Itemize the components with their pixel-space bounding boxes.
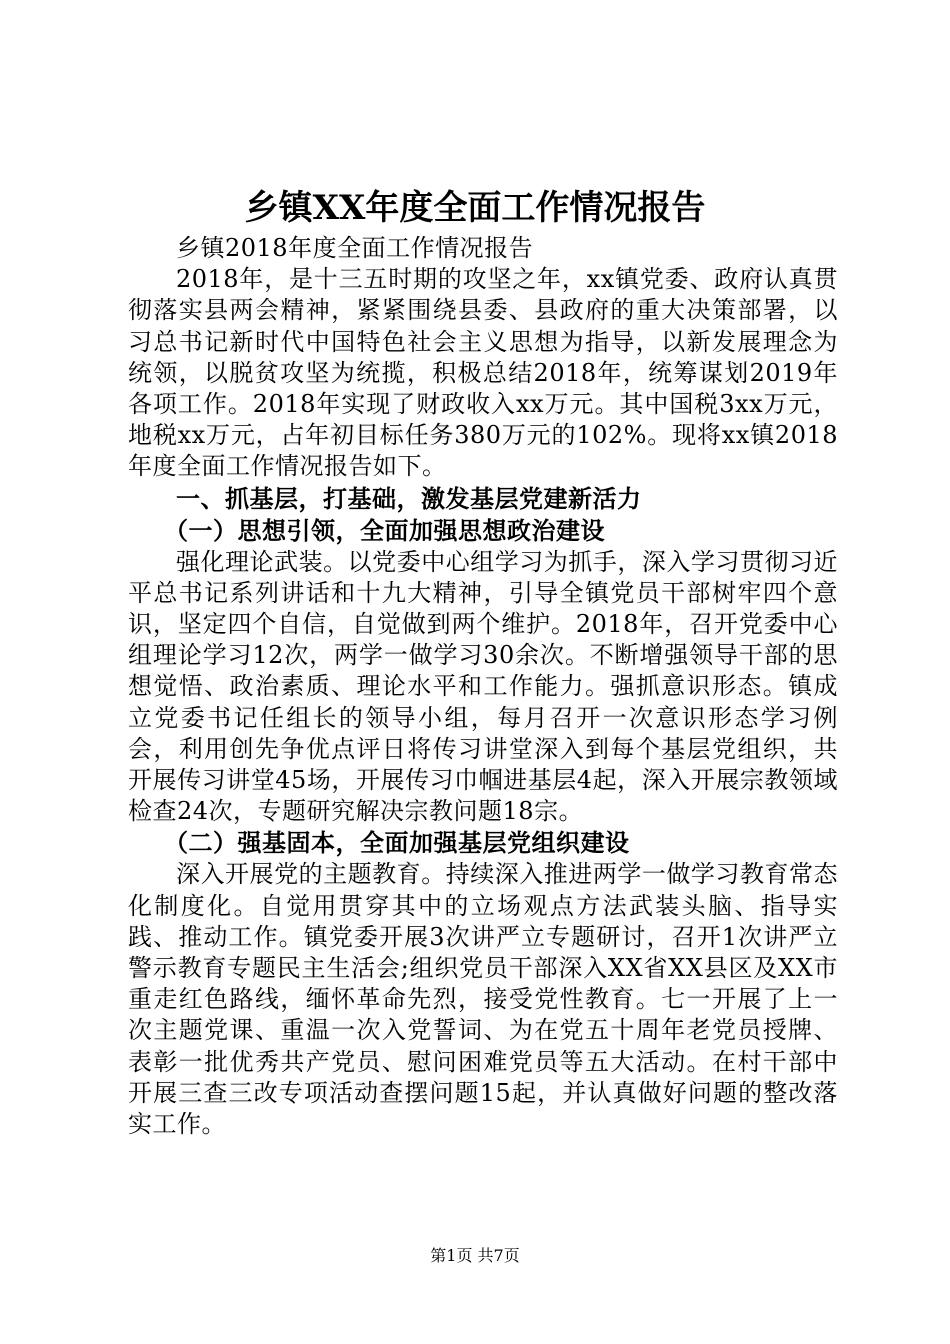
document-title: 乡镇XX年度全面工作情况报告 [244, 188, 706, 228]
intro-paragraph: 2018年，是十三五时期的攻坚之年，xx镇党委、政府认真贯彻落实县两会精神，紧紧围绕县委、县政府的重大决策部署，以习总书记新时代中国特色社会主义思想为指导，以新发展理念为统领，以脱贫攻坚为统揽，积极总结2018年，统筹谋划2019年各项工作。2018年实现了财政收入xx万元。其中国税3xx万元，地税xx万元，占年初目标任务380万元的102%。现将xx镇2018年度全面工作情况报告如下。 [128, 265, 838, 481]
subsection-paragraph-2: 深入开展党的主题教育。持续深入推进两学一做学习教育常态化制度化。自觉用贯穿其中的立场观点方法武装头脑、指导实践、推动工作。镇党委开展3次讲严立专题研讨，召开1次讲严立警示教育专题民主生活会;组织党员干部深入XX省XX县区及XX市重走红色路线，缅怀革命先烈，接受党性教育。七一开展了上一次主题党课、重温一次入党誓词、为在党五十周年老党员授牌、表彰一批优秀共产党员、慰问困难党员等五大活动。在村干部中开展三查三改专项活动查摆问题15起，并认真做好问题的整改落实工作。 [128, 860, 838, 1139]
subsection-heading-1: （一）思想引领，全面加强思想政治建设 [164, 516, 605, 545]
document-body [128, 233, 838, 1140]
subsection-paragraph-1: 强化理论武装。以党委中心组学习为抓手，深入学习贯彻习近平总书记系列讲话和十九大精神，引导全镇党员干部树牢四个意识，坚定四个自信，自觉做到两个维护。2018年，召开党委中心组理论学习12次，两学一做学习30余次。不断增强领导干部的思想觉悟、政治素质、理论水平和工作能力。强抓意识形态。镇成立党委书记任组长的领导小组，每月召开一次意识形态学习例会，利用创先争优点评日将传习讲堂深入到每个基层党组织，共开展传习讲堂45场，开展传习巾帼进基层4起，深入开展宗教领域检查24次，专题研究解决宗教问题18宗。 [128, 547, 838, 826]
subsection-heading-2: （二）强基固本，全面加强基层党组织建设 [164, 829, 630, 858]
page-footer: 第1页 共7页 [430, 1246, 520, 1265]
document-subtitle: 乡镇2018年度全面工作情况报告 [176, 234, 534, 262]
section-heading-1: 一、抓基层，打基础，激发基层党建新活力 [176, 484, 642, 513]
